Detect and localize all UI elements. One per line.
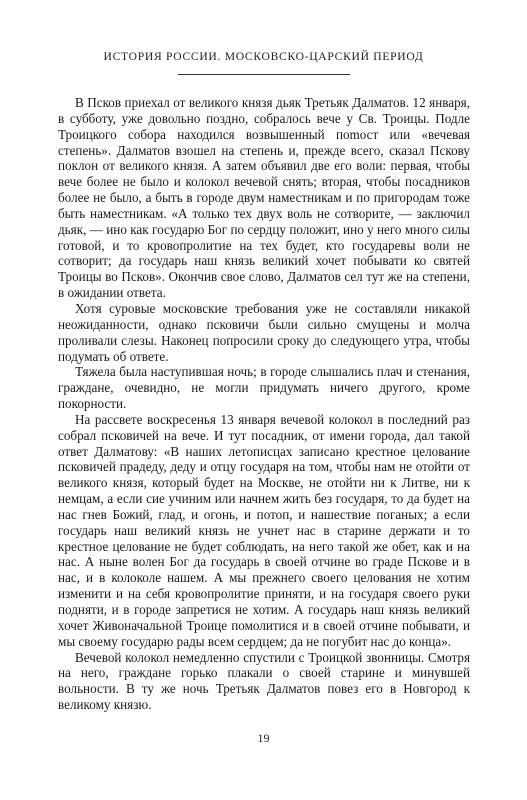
paragraph-2: Хотя суровые московские требования уже не составляли никакой неожиданности, однако псковичи были сильно смущены и молча проливали слезы. Наконец попросили сроку до следующего утра, чтобы подумать об ответе.: [58, 300, 470, 364]
main-text: [58, 95, 470, 713]
running-title: ИСТОРИЯ РОССИИ. МОСКОВСКО-ЦАРСКИЙ ПЕРИОД: [103, 50, 424, 63]
header-rule: [178, 74, 350, 75]
page-number: 19: [257, 731, 270, 745]
paragraph-1: В Псков приехал от великого князя дьяк Третьяк Далматов. 12 января, в субботу, уже довольно поздно, собралось вече у Св. Троицы. Подле Троицкого собора находился возвышенный поmост или «вечевая степень». Далматов взошел на степень и, прежде всего, сказал Пскову поклон от великого князя. А затем объявил две его воли: первая, чтобы вече более не было и колокол вечевой снять; вторая, чтобы посадников более не было, а быть в городе двум наместникам и по пригородам тоже быть наместникам. «А только тех двух воль не сотворите, — заключил дьяк, — ино как государю Бог по сердцу положит, ино у него много силы готовой, и то кровопролитие на тех будет, кто государевы воли не сотворит; да государь наш князь великий хочет побывати ко святей Троицы во Псков». Окончив свое слово, Далматов сел тут же на степени, в ожидании ответа.: [58, 95, 470, 301]
paragraph-3: Тяжела была наступившая ночь; в городе слышались плач и стенания, граждане, очевидно, не могли придумать ничего другого, кроме покорности.: [58, 364, 470, 412]
paragraph-5: Вечевой колокол немедленно спустили с Троицкой звонницы. Смотря на него, граждане горько плакали о своей старине и минувшей вольности. В ту же ночь Третьяк Далматов повез его в Новгород к великому князю.: [58, 649, 470, 713]
paragraph-4: На рассвете воскресенья 13 января вечевой колокол в последний раз собрал псковичей на вече. И тут посадник, от имени города, дал такой ответ Далматову: «В наших летописцах записано крестное целование псковичей прадеду, деду и отцу государя на том, чтобы нам не отойти от великого князя, который будет на Москве, не отойти ни к Литве, ни к немцам, а если сие учиним или начнем жить без государя, то да будет на нас гнев Божий, глад, и огонь, и потоп, и нашествие поганых; а если государь наш великий князь не учнет нас в старине держати и то крестное целование не будет соблюдать, на него такой же обет, как и на нас. А ныне волен Бог да государь в своей отчине во граде Пскове и в нас, и в колоколе нашем. А мы прежнего своего целования не хотим изменити и на себя кровопролитие приняти, и на государя своего руки подняти, и в городе запретися не хотим. А государь наш князь великий хочет Живоначальной Троице помолитися и в своей отчине побывати, и мы своему государю рады всем сердцем; да не погубит нас до конца».: [58, 411, 470, 649]
